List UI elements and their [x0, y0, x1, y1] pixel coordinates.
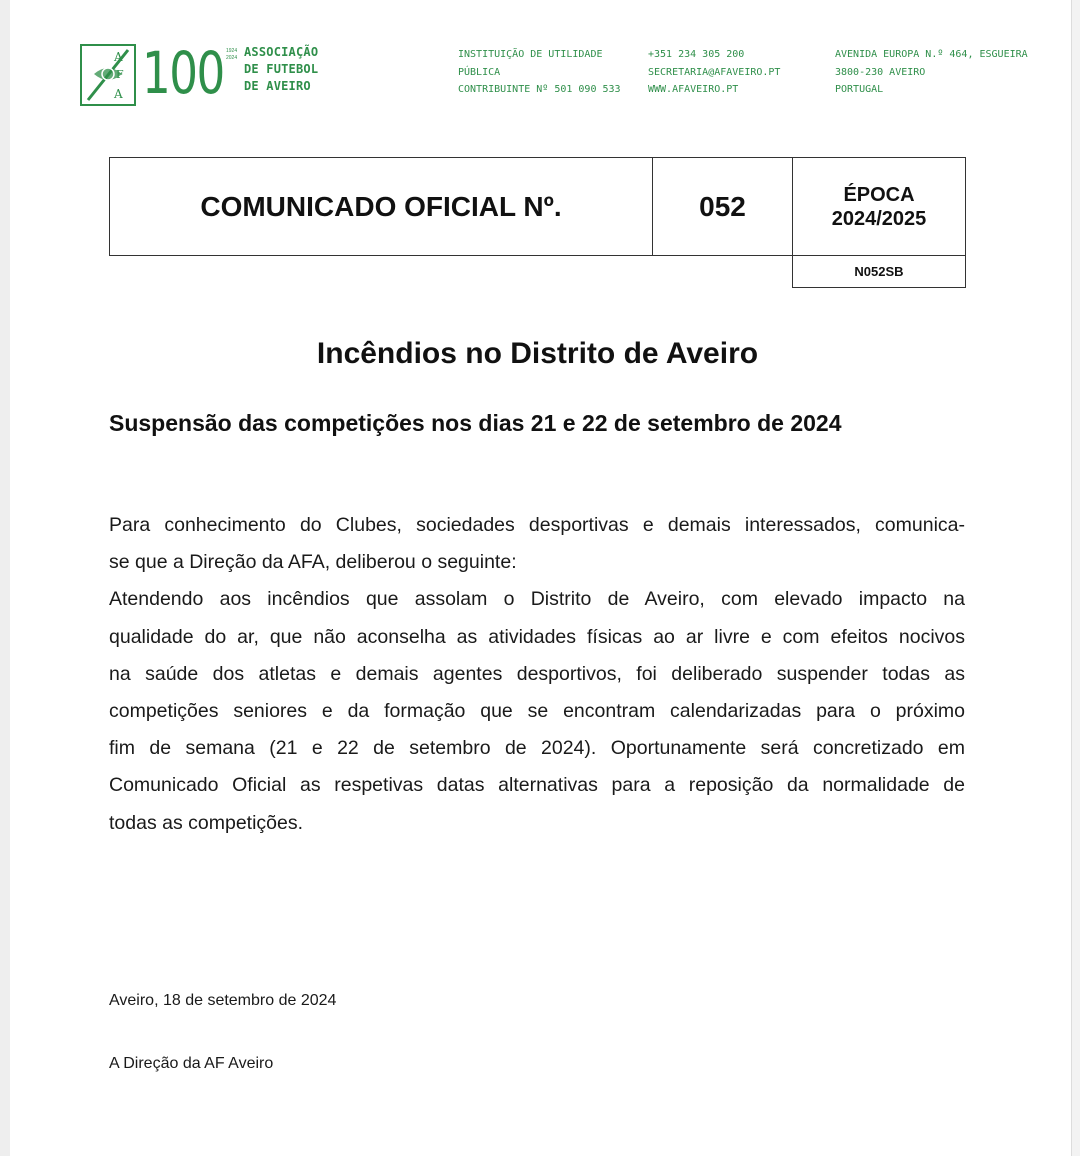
- institution-line-1: INSTITUIÇÃO DE UTILIDADE: [458, 49, 603, 60]
- communique-season: [793, 158, 965, 255]
- header-contacts: [648, 46, 780, 99]
- contact-phone: +351 234 305 200: [648, 49, 745, 60]
- communique-number: 052: [653, 158, 793, 255]
- body-line-1: Para conhecimento do Clubes, sociedades desportivas e demais interessados, comunica-: [109, 514, 965, 536]
- emblem-letter-a1: A: [114, 50, 123, 64]
- address-line-1: AVENIDA EUROPA N.º 464, ESGUEIRA: [835, 49, 1028, 60]
- afa-logo: [80, 39, 320, 108]
- communique-reference: N052SB: [792, 255, 966, 288]
- address-line-3: PORTUGAL: [835, 84, 884, 95]
- institution-line-2: PÚBLICA: [458, 66, 501, 78]
- logo-year-end: 2024: [226, 55, 238, 61]
- season-value: 2024/2025: [831, 207, 927, 230]
- body-line-5: na saúde dos atletas e demais agentes desportivos, foi deliberado suspender todas as: [109, 662, 965, 685]
- document-subtitle: Suspensão das competições nos dias 21 e 22 de setembro de 2024: [109, 410, 842, 436]
- contact-website: WWW.AFAVEIRO.PT: [648, 84, 739, 95]
- document-title: Incêndios no Distrito de Aveiro: [316, 337, 759, 370]
- season-label: ÉPOCA: [843, 183, 915, 206]
- contact-email: SECRETARIA@AFAVEIRO.PT: [648, 66, 781, 78]
- afa-emblem-icon: [80, 44, 136, 106]
- logo-centenary-number: 100: [142, 39, 224, 107]
- logo-association-name: [244, 44, 318, 95]
- logo-years: [226, 48, 240, 62]
- place-date: Aveiro, 18 de setembro de 2024: [109, 992, 337, 1009]
- emblem-letter-a2: A: [114, 87, 123, 101]
- header-institution: [458, 46, 621, 99]
- logo-name-line-3: DE AVEIRO: [244, 79, 311, 93]
- institution-line-3: CONTRIBUINTE Nº 501 090 533: [458, 84, 621, 95]
- body-line-3: Atendendo aos incêndios que assolam o Distrito de Aveiro, com elevado impacto na: [109, 588, 965, 611]
- communique-table: [109, 157, 966, 256]
- page-edge-right: [1071, 0, 1080, 1156]
- page-edge-left: [0, 0, 10, 1156]
- header-address: [835, 46, 1028, 99]
- body-line-2: se que a Direção da AFA, deliberou o seguinte:: [109, 551, 517, 574]
- body-line-9: todas as competições.: [109, 811, 304, 834]
- body-line-6: competições seniores e da formação que se encontram calendarizadas para o próximo: [109, 700, 965, 723]
- logo-year-start: 1924: [226, 48, 238, 54]
- logo-name-line-1: ASSOCIAÇÃO: [244, 45, 319, 59]
- document-body: [109, 507, 965, 842]
- address-line-2: 3800-230 AVEIRO: [835, 66, 926, 78]
- logo-name-line-2: DE FUTEBOL: [244, 62, 319, 76]
- body-line-7: fim de semana (21 e 22 de setembro de 2024). Oportunamente será concretizado em: [109, 737, 965, 760]
- emblem-letter-f: F: [116, 68, 124, 81]
- communique-title: COMUNICADO OFICIAL Nº.: [110, 158, 653, 255]
- body-line-8: Comunicado Oficial as respetivas datas alternativas para a reposição da normalidade de: [109, 774, 965, 797]
- signature: A Direção da AF Aveiro: [109, 1055, 274, 1072]
- body-line-4: qualidade do ar, que não aconselha as atividades físicas ao ar livre e com efeitos nocivos: [109, 625, 965, 648]
